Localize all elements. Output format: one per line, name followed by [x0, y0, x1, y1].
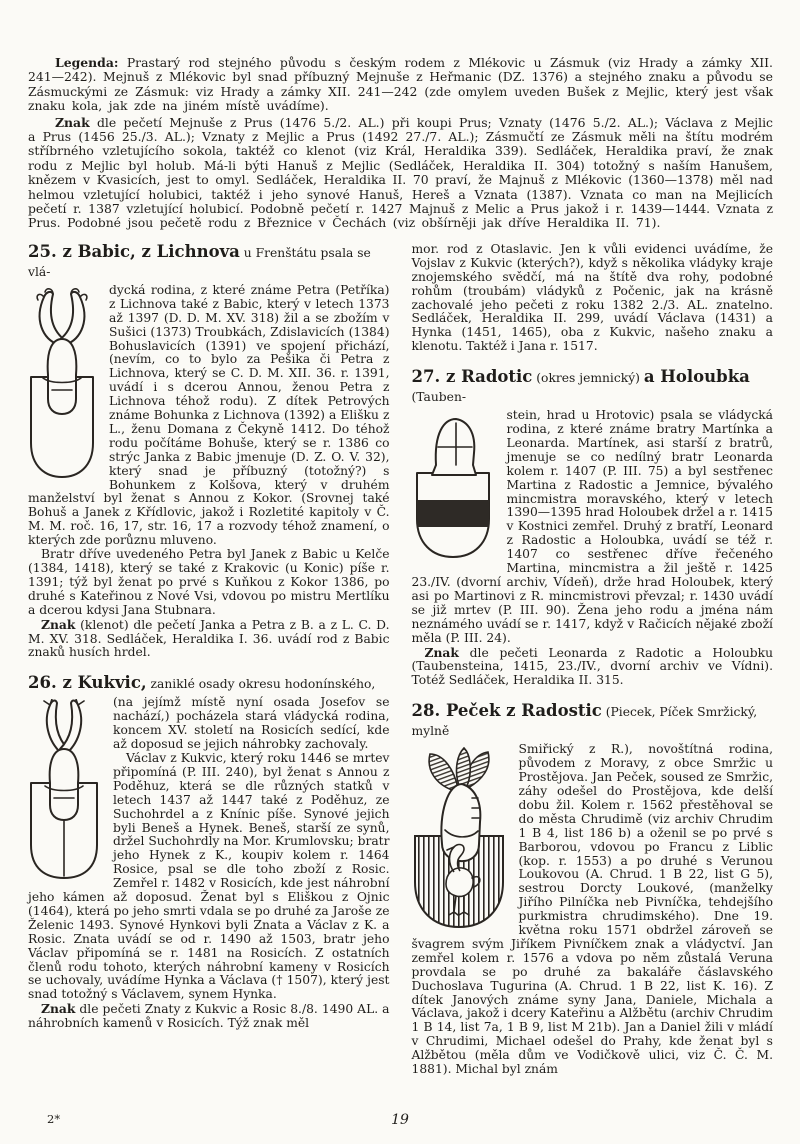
section-heading	[412, 702, 774, 740]
section-heading	[28, 243, 390, 281]
paragraph-lead: Znak	[55, 114, 90, 130]
right-column	[412, 243, 774, 1077]
radotic-coat-of-arms-image	[412, 415, 494, 565]
znak-paragraph	[28, 618, 390, 661]
heading-continuation: (Tauben-	[411, 390, 467, 405]
pecek-coat-of-arms-image	[412, 746, 506, 932]
section-body	[412, 409, 774, 688]
section-paragraph: (na jejímž místě nyní osada Josefov se nachází,) pocházela stará vládycká rodina, koncem XV. století na Rosicích sedící, kde až doposud se jejich náhrobky zachovaly.	[113, 695, 390, 752]
paragraph-text: (klenot) dle pečetí Janka a Petra z B. a z L. C. D. M. XV. 318. Sedláček, Heraldika I. 36. uvádí rod z Babic znaků husích hrdel.	[28, 617, 390, 660]
section-paragraph: dycká rodina, z které známe Petra (Petříka) z Lichnova také z Babic, který v letech 1373 až 1397 (D. D. M. XV. 318) žil a se zbožím v Sušici (1373) Troubkách, Zdislavicích (1384) Bohuslavicích (1391) ve spojení přichází, (nevím, co to bylo za Pešika či Petra z Lichnova, který se C. D. M. XII. 36. r. 1391, uvádí i s dcerou Annou, ženou Petra z Lichnova téhož rodu). Z dítek Petrových známe Bohunka z Lichnova (1392) a Elišku z L., ženu Domana z Čekyně 1412. Do téhož rodu počítáme Bohuše, který se r. 1386 co strýc Janka z Babic jmenuje (D. Z. O. V. 32), který snad je příbuzný (totožný?) s Bohunkem z Kolšova, který v druhém manželství byl ženat s Annou z Kokor. (Srovnej také Bohuš a Janek z Křídlovic, jakož i Rozletité kapitoly v Č. M. M. roč. 16, 17, str. 16, 17 a rozvody téhož znamení, o kterých zde porůznu mluveno.	[28, 282, 390, 548]
section-heading	[412, 368, 774, 406]
babic-coat-of-arms-image	[28, 287, 96, 483]
heading-note: (okres jemnický)	[532, 371, 644, 386]
znak-paragraph	[28, 116, 773, 231]
signature-mark: 2*	[47, 1112, 61, 1126]
heading-continuation: (Piecek, Píček Smržický, mylně	[411, 705, 758, 739]
section-number-title: 28. Peček z Radostic	[411, 701, 602, 721]
heading-continuation: zaniklé osady okresu hodonínského,	[146, 677, 376, 692]
section-body	[28, 696, 390, 1031]
section-25-babic	[28, 243, 390, 660]
paragraph-lead: Legenda:	[55, 55, 119, 70]
section-number-title: 27. z Radotic	[411, 367, 533, 387]
continuation-paragraph: mor. rod z Otaslavic. Jen k vůli evidenci uvádíme, že Vojslav z Kukvic (kterých?), když s několika vládyky kraje znojemského svědčí, má na štítě dva rohy, podobné rohům (troubám) vládyků z Počenic, jak na krásně zachovalé jeho pečeti z roku 1382 2./3. AL. znatelno. Sedláček, Heraldika II. 299, uvádí Václava (1431) a Hynka (1451, 1465), oba z Kukvic, našeho znaku a klenotu. Taktéž i Jana r. 1517.	[411, 241, 773, 354]
section-paragraph: stein, hrad u Hrotovic) psala se vládycká rodina, z které známe bratry Martínka a Leonarda. Martínek, asi starší z bratrů, jmenuje se co nedílný bratr Leonarda kolem r. 1407 (P. III. 75) a byl sestřenec Martina z Radostic a Jemnice, bývalého mincmistra moravského, který v letech 1390—1395 hrad Holoubek držel a r. 1415 v Kostnici zemřel. Druhý z bratří, Leonard z Radostic a Holoubka, uvádí se též r. 1407 co sestřenec dříve řečeného Martina, mincmistra a žil ještě r. 1425 23./IV. (dvorní archiv, Vídeň), drže hrad Holoubek, který asi po Martinovi z R. mincmistrovi převzal; r. 1430 uvádí se již mrtev (P. III. 90). Žena jeho rodu a jména nám neznámého uvádí se r. 1417, když v Račicích nějaké zboží měla (P. III. 24).	[411, 408, 773, 645]
section-body	[28, 284, 390, 660]
paragraph-text: dle pečetí Mejnuše z Prus (1476 5./2. AL.) při koupi Prus; Vznaty (1476 5./2. AL.); Václava z Mejlic a Prus (1456 25./3. AL.); Vznaty z Mejlic a Prus (1492 27./7. AL.); Zásmučtí ze Zásmuk měli na štítu modrém stříbrného vzletujícího sokola, taktéž co klenot (viz Král, Heraldika 339). Sedláček, Heraldika praví, že znak rodu z Mejlic byl holub. Má-li býti Hanuš z Mejlic (Sedláček, Heraldika II. 304) totožný s naším Hanušem, knězem v Kvasicích, jest to omyl. Sedláček, Heraldika II. 70 praví, že Majnuš z Mlékovic (1360—1378) měl nad helmou vzletující holubici, taktéž i jeho synové Hanuš, Hereš a Vznata (1387). Vznata co man na Mejlicích pečetí r. 1387 vzletující holubicí. Podobně pečetí r. 1427 Majnuš z Melic a Prus jakož i r. 1439—1444. Vznata z Prus. Podobné jsou pečetě rodu z Březnice v Čechách (viz obšírněji jak dříve Heraldika II. 71).	[28, 114, 773, 231]
section-number-title: 25. z Babic, z Lichnova	[28, 241, 240, 261]
paragraph-text: dle pečeti Znaty z Kukvic a Rosic 8./8. 1490 AL. a náhrobních kamenů v Rosicích. Týž znak měl	[28, 1002, 390, 1031]
paragraph-lead: Znak	[424, 644, 459, 660]
paragraph-lead: Znak	[41, 616, 76, 632]
two-column-layout	[28, 243, 773, 1077]
section-title-part: a Holoubka	[643, 367, 750, 387]
left-column	[28, 243, 390, 1077]
section-26-kukvic	[28, 674, 390, 1031]
kukvic-continuation	[412, 243, 774, 354]
paragraph-text: Prastarý rod stejného původu s českým rodem z Mlékovic u Zásmuk (viz Hrady a zámky XII. 241—242). Mejnuš z Mlékovic byl snad příbuzný Mejnuše z Heřmanic (DZ. 1376) a stejného znaku a původu se Zásmuckými ze Zásmuk: viz Hrady a zámky XII. 241—242 (zde omylem uveden Bušek z Mejlic, který jest však znaku kola, jak zde na jiném místě uvádíme).	[28, 55, 773, 114]
section-paragraph: Václav z Kukvic, který roku 1446 se mrtev připomíná (P. III. 240), byl ženat s Annou z Poděhuz, která se dle různých statků v letech 1437 až 1447 také z Poděhuz, ze Suchohrdel a z Knínic píše. Synové jejich byli Beneš a Hynek. Beneš, starší ze synů, držel Suchohrdly na Mor. Krumlovsku; bratr jeho Hynek z K., koupiv kolem r. 1464 Rosice, psal se dle toho zboží z Rosic. Zemřel r. 1482 v Rosicích, kde jest náhrobní jeho kámen až doposud. Ženat byl s Eliškou z Ojnic (1464), která po jeho smrti vdala se po druhé za Jaroše ze Želenic 1493. Synové Hynkovi byli Znata a Václav z K. a Rosic. Znata uvádí se od r. 1490 až 1503, bratr jeho Václav připomíná se r. 1481 na Rosicích. Z ostatních členů rodu tohoto, kterých náhrobní kameny v Rosicích se uchovaly, uvádíme Hynka a Václava († 1507), který jest snad totožný s Václavem, synem Hynka.	[28, 750, 390, 1002]
section-28-pecek	[412, 702, 774, 1077]
intro-paragraphs	[28, 56, 773, 231]
paragraph-text: dle pečeti Leonarda z Radotic a Holoubku (Taubensteina, 1415, 23./IV., dvorní archiv ve Vídni). Totéž Sedláček, Heraldika II. 315.	[411, 645, 773, 688]
znak-paragraph	[412, 646, 774, 689]
znak-paragraph	[28, 1002, 390, 1031]
section-body	[412, 743, 774, 1077]
section-paragraph: Bratr dříve uvedeného Petra byl Janek z Babic u Kelče (1384, 1418), který se také z Krakovic (u Konic) píše r. 1391; týž byl ženat po prvé s Kuňkou z Kokor 1386, po druhé s Kateřinou z Nové Vsi, vdovou po mistru Mertlíku a dcerou kdysi Jana Stubnara.	[28, 547, 390, 617]
page-number: 19	[391, 1112, 409, 1128]
section-paragraph: Smiřický z R.), novoštítná rodina, původem z Moravy, z obce Smržic u Prostějova. Jan Peček, soused ze Smržic, záhy odešel do Prostějova, kde delší dobu žil. Kolem r. 1562 přestěhoval se do města Chrudimě (viz archiv Chrudim 1 B 4, list 186 b) a oženil se po prvé s Barborou, vdovou po Francu z Liblic (kop. r. 1553) a po druhé s Verunou Loukovou (A. Chrud. 1 B 22, list G 5), sestrou Dorcty Loukové, (manželky Jiřího Pilníčka neb Pivníčka, tehdejšího purkmistra chrudimského). Dne 19. května roku 1571 obdržel zároveň se švagrem svým Jiříkem Pivníčkem znak a vládyctví. Jan zemřel kolem r. 1576 a vdova po něm zůstalá Veruna provdala se po druhé za bakaláře čáslavského Duchoslava Tugurina (A. Chrud. 1 B 22, list K. 16). Z dítek Janových známe syny Jana, Daniele, Michala a Václava, jakož i dcery Kateřinu a Alžbětu (archiv Chrudim 1 B 14, list 7a, 1 B 9, list M 21b). Jan a Daniel žili v mládí v Chrudimi, Michael odešel do Prahy, kde ženat byl s Alžbětou (měla dům ve Vodičkově ulici, viz Č. Č. M. 1881). Michal byl znám	[411, 742, 773, 1077]
section-heading	[28, 674, 390, 693]
kukvic-coat-of-arms-image	[28, 699, 100, 881]
section-number-title: 26. z Kukvic,	[28, 673, 147, 693]
section-27-radotic	[412, 368, 774, 688]
paragraph-lead: Znak	[41, 1001, 76, 1017]
legenda-paragraph	[28, 56, 773, 114]
heading-continuation: u Frenštátu psala se vlá-	[28, 245, 371, 279]
